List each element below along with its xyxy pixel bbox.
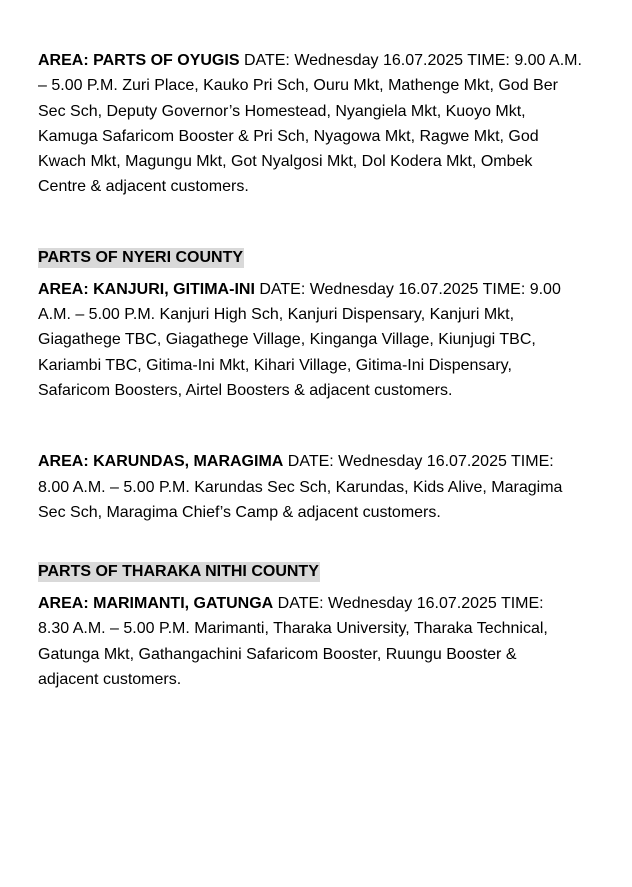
notice-details-karundas: DATE: Wednesday 16.07.2025 TIME: 8.00 A.M. – 5.00 P.M. Karundas Sec Sch, Karundas, Kids Alive, Maragima Sec Sch, Maragima Chief’s Camp & adjacent customers. bbox=[38, 453, 563, 521]
notice-karundas bbox=[38, 449, 586, 525]
notice-marimanti bbox=[38, 591, 578, 692]
area-label-marimanti: AREA: MARIMANTI, GATUNGA bbox=[38, 595, 274, 613]
county-heading-tharaka-nithi: PARTS OF THARAKA NITHI COUNTY bbox=[38, 563, 319, 581]
notice-kanjuri bbox=[38, 277, 573, 403]
notice-oyugis bbox=[38, 48, 583, 200]
notice-details-kanjuri: DATE: Wednesday 16.07.2025 TIME: 9.00 A.M. – 5.00 P.M. Kanjuri High Sch, Kanjuri Dispensary, Kanjuri Mkt, Giagathege TBC, Giagathege Village, Kinganga Village, Kiunjugi TBC, Kariambi TBC, Gitima-Ini Mkt, Kihari Village, Gitima-Ini Dispensary, Safaricom Boosters, Airtel Boosters & adjacent customers. bbox=[38, 280, 561, 399]
notice-details-oyugis: DATE: Wednesday 16.07.2025 TIME: 9.00 A.M. – 5.00 P.M. Zuri Place, Kauko Pri Sch, Ouru Mkt, Mathenge Mkt, God Ber Sec Sch, Deputy Governor’s Homestead, Nyangiela Mkt, Kuoyo Mkt, Kamuga Safaricom Booster & Pri Sch, Nyagowa Mkt, Ragwe Mkt, God Kwach Mkt, Magungu Mkt, Got Nyalgosi Mkt, Dol Kodera Mkt, Ombek Centre & adjacent customers. bbox=[38, 52, 582, 196]
area-label-kanjuri: AREA: KANJURI, GITIMA-INI bbox=[38, 280, 255, 298]
notice-details-marimanti: DATE: Wednesday 16.07.2025 TIME: 8.30 A.M. – 5.00 P.M. Marimanti, Tharaka University, Tharaka Technical, Gatunga Mkt, Gathangachini Safaricom Booster, Ruungu Booster & adjacent customers. bbox=[38, 595, 548, 689]
county-heading-nyeri: PARTS OF NYERI COUNTY bbox=[38, 248, 244, 266]
document-page bbox=[38, 48, 588, 692]
area-label-oyugis: AREA: PARTS OF OYUGIS bbox=[38, 52, 240, 69]
area-label-karundas: AREA: KARUNDAS, MARAGIMA bbox=[38, 453, 284, 471]
